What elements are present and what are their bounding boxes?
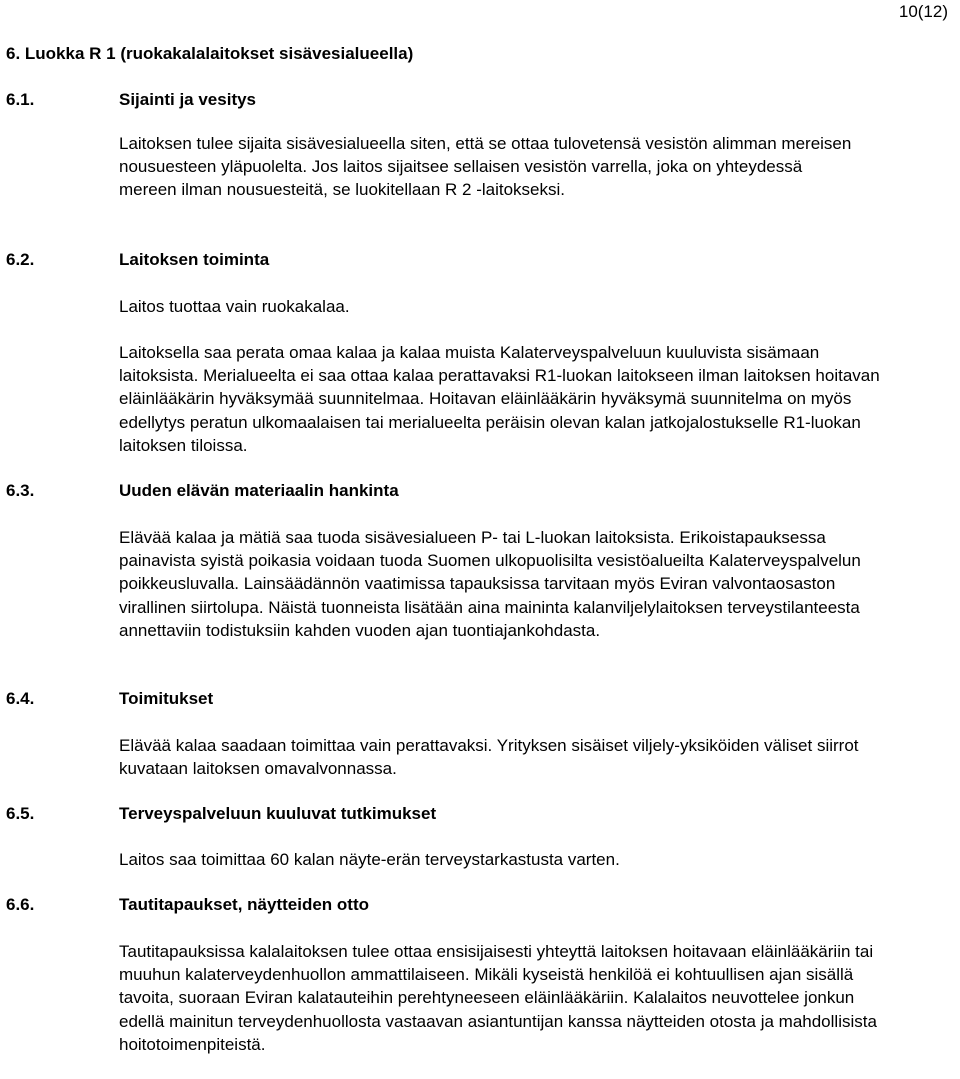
section-number: 6.6. — [6, 895, 35, 914]
section-title: Laitoksen toiminta — [119, 250, 270, 269]
section-heading-6-2 — [6, 249, 269, 271]
section-heading-6-3 — [6, 480, 399, 502]
section-paragraph: Laitoksella saa perata omaa kalaa ja kalaa muista Kalaterveyspalveluun kuuluvista sisämaan laitoksista. Merialueelta ei saa ottaa kalaa perattavaksi R1-luokan laitokseen ilman laitoksen hoitavan eläinlääkärin hyväksymää suunnitelmaa. Hoitavan eläinlääkärin hyväksymä suunnitelma on myös edellytys peratun ulkomaalaisen tai merialueelta peräisin olevan kalan jatkojalostukselle R1-luokan laitoksen tiloissa. — [119, 343, 880, 455]
section-title: Tautitapaukset, näytteiden otto — [119, 895, 369, 914]
section-paragraph: Elävää kalaa saadaan toimittaa vain perattavaksi. Yrityksen sisäiset viljely-yksiköiden väliset siirrot kuvataan laitoksen omavalvonnassa. — [119, 736, 859, 779]
section-heading-6-6 — [6, 894, 369, 916]
section-heading-6-5 — [6, 803, 436, 825]
section-title: Sijainti ja vesitys — [119, 90, 257, 109]
page-number: 10(12) — [898, 2, 948, 21]
section-number: 6.1. — [6, 90, 35, 109]
section-paragraph: Laitoksen tulee sijaita sisävesialueella siten, että se ottaa tulovetensä vesistön alimman mereisen nousuesteen yläpuolelta. Jos laitos sijaitsee sellaisen vesistön varrella, joka on yhteydessä mereen ilman nousuesteitä, se luokitellaan R 2 -laitokseksi. — [119, 134, 852, 200]
chapter-heading: 6. Luokka R 1 (ruokakalalaitokset sisävesialueella) — [6, 44, 414, 63]
section-number: 6.2. — [6, 250, 35, 269]
section-paragraph: Tautitapauksissa kalalaitoksen tulee ottaa ensisijaisesti yhteyttä laitoksen hoitavaan eläinlääkäriin tai muuhun kalaterveydenhuollon ammattilaiseen. Mikäli kyseistä henkilöä ei kohtuullisen ajan sisällä tavoita, suoraan Eviran kalatauteihin perehtyneeseen eläinlääkäriin. Kalalaitos neuvottelee jonkun edellä mainitun terveydenhuollosta vastaavan asiantuntijan kanssa näytteiden otosta ja mahdollisista hoitotoimenpiteistä. — [119, 942, 877, 1054]
section-heading-6-4 — [6, 688, 213, 710]
section-title: Toimitukset — [119, 689, 214, 708]
section-paragraph: Laitos saa toimittaa 60 kalan näyte-erän terveystarkastusta varten. — [119, 850, 620, 869]
section-number: 6.3. — [6, 481, 35, 500]
section-number: 6.4. — [6, 689, 35, 708]
section-paragraph: Laitos tuottaa vain ruokakalaa. — [119, 297, 350, 316]
section-paragraph: Elävää kalaa ja mätiä saa tuoda sisävesialueen P- tai L-luokan laitoksista. Erikoistapauksessa painavista syistä poikasia voidaan tuoda Suomen ulkopuolisilta vesistöalueilta Kalaterveyspalvelun poikkeusluvalla. Lainsäädännön vaatimissa tapauksissa tarvitaan myös Eviran valvontaosaston virallinen siirtolupa. Näistä tuonneista lisätään aina maininta kalanviljelylaitoksen terveystilanteesta annettaviin todistuksiin kahden vuoden ajan tuontiajankohdasta. — [119, 528, 861, 640]
section-title: Terveyspalveluun kuuluvat tutkimukset — [119, 804, 437, 823]
section-heading-6-1 — [6, 89, 256, 111]
section-number: 6.5. — [6, 804, 35, 823]
section-title: Uuden elävän materiaalin hankinta — [119, 481, 399, 500]
